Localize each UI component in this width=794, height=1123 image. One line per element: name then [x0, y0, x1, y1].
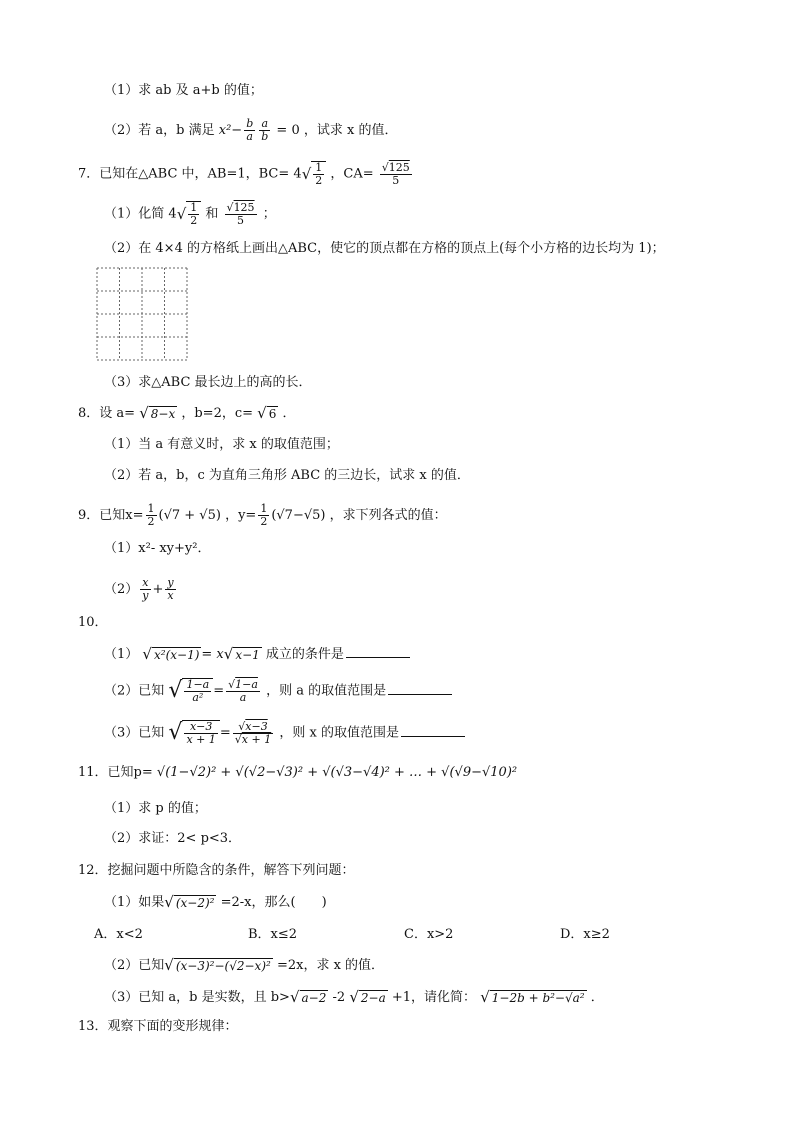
q8-part2: [104, 467, 470, 485]
text: =2-x，那么( ): [220, 894, 327, 910]
text: ；: [262, 206, 276, 222]
numerator: y: [167, 576, 174, 589]
radical: √ (x−3)²−(√2−x)²: [164, 956, 271, 974]
option-label: C．x>2: [404, 927, 454, 942]
q7-stem: [78, 161, 414, 187]
radicand: (x−3)²−(√2−x)²: [175, 958, 271, 973]
text: ，则 x 的取值范围是: [279, 725, 399, 741]
option-label: D．x≥2: [560, 927, 610, 942]
q7-part3: [104, 374, 312, 392]
denominator: x + 1: [186, 733, 216, 746]
radicand: x−1: [235, 647, 260, 662]
q9-part1: [104, 540, 210, 558]
numerator: 125: [233, 200, 255, 214]
text: （1）化简 4: [104, 206, 177, 222]
radicand: 1−2b + b²−√a²: [491, 990, 585, 1005]
denominator: 2: [190, 214, 198, 227]
denominator: a²: [192, 691, 204, 704]
radicand: (x−2)²: [175, 895, 215, 910]
text: 8．设 a=: [78, 405, 136, 421]
text: ．: [282, 405, 296, 421]
text: =2x，求 x 的值．: [276, 957, 385, 973]
answer-blank[interactable]: [401, 724, 465, 737]
text: 10．: [78, 615, 108, 630]
text: （2）在 4×4 的方格纸上画出△ABC，使它的顶点都在方格的顶点上(每个小方格的边长均为 1)；: [104, 241, 665, 256]
grid-paper-4x4: [96, 267, 188, 361]
numerator: 1: [315, 161, 323, 174]
numerator: x−3: [245, 719, 268, 733]
denominator: y: [142, 589, 149, 602]
q11-part2: [104, 830, 241, 848]
radical: √ 2−a: [349, 988, 386, 1006]
denominator: a: [246, 130, 253, 143]
q12-part3: [104, 988, 604, 1007]
q7-part2: [104, 240, 665, 258]
text: 13．观察下面的变形规律：: [78, 1019, 238, 1034]
math-text: =: [213, 683, 225, 699]
math-text: =: [219, 725, 231, 741]
equation: √(1−√2)² + √(√2−√3)² + √(√3−√4)² + … + √(√9−√10)²: [156, 765, 518, 780]
option-label: A．x<2: [94, 927, 143, 942]
radicand: x²(x−1): [153, 647, 200, 662]
radical: √ 6: [257, 404, 277, 422]
text: ，则 a 的取值范围是: [266, 683, 387, 699]
text: ，试求 x 的值．: [303, 123, 398, 138]
q12-part2: [104, 956, 384, 975]
q10-part2: [104, 678, 452, 704]
answer-blank[interactable]: [346, 645, 410, 658]
q9-stem: [78, 503, 447, 528]
fraction: [259, 118, 270, 143]
text: 9．已知x=: [78, 508, 144, 523]
text: 12．挖掘问题中所隐含的条件，解答下列问题：: [78, 863, 355, 878]
q10-stem: [78, 614, 108, 632]
text: （2）若 a，b 满足: [104, 123, 219, 138]
option-b[interactable]: [248, 926, 297, 944]
numerator: b: [246, 117, 254, 130]
text: ．: [590, 989, 604, 1005]
text: 11．已知p=: [78, 765, 153, 780]
math-text: (1−√2)² + √(√2−√3)² + √(√3−√4)² + … + √(√9−√10)²: [165, 765, 518, 780]
text: ，b=2，c=: [181, 405, 254, 421]
numerator: 1: [260, 502, 268, 515]
text: 7．已知在△ABC 中，AB=1，BC= 4: [78, 166, 302, 182]
math-text: (√7−√5): [271, 508, 326, 523]
text: ，y=: [225, 508, 257, 523]
numerator: x−3: [184, 721, 217, 734]
text: （1）求 p 的值；: [104, 801, 207, 816]
radical: √ $\frac{x-3}{x + 1}$: [168, 720, 219, 746]
text: 和: [205, 206, 219, 222]
radicand: 2−a: [360, 990, 386, 1005]
denominator: 2: [260, 515, 268, 528]
text: （3）已知 a，b 是实数，且 b>: [104, 989, 290, 1005]
numerator: a: [259, 118, 270, 131]
text: （2）已知: [104, 683, 165, 699]
radical: √ x−1: [223, 645, 260, 664]
option-label: B．x≤2: [248, 927, 298, 942]
math-text: (√7 + √5): [158, 508, 221, 523]
radical: √ 8−x: [139, 404, 176, 422]
fraction: [140, 577, 150, 602]
q11-part1: [104, 800, 207, 818]
fraction: [258, 503, 269, 528]
answer-blank[interactable]: [388, 682, 452, 695]
numerator: 1−a: [235, 677, 258, 691]
fraction: [244, 118, 255, 143]
radicand: 6: [268, 406, 277, 421]
radical: √ $\frac{1}{2}$: [177, 201, 202, 227]
fraction: [184, 721, 217, 746]
math-text: +: [152, 582, 164, 597]
q8-stem: [78, 404, 296, 423]
fraction: [165, 577, 175, 602]
q7-part1: [104, 201, 276, 227]
radicand: 8−x: [150, 406, 176, 421]
denominator: a: [239, 690, 247, 704]
q6-part2: [104, 118, 397, 143]
radical: √ x²(x−1): [142, 645, 200, 664]
text: （2）若 a，b，c 为直角三角形 ABC 的三边长，试求 x 的值．: [104, 468, 470, 483]
fraction: [146, 503, 157, 528]
numerator: 1−a: [186, 678, 210, 691]
option-c[interactable]: [404, 926, 453, 944]
text: ，CA=: [330, 166, 374, 182]
fraction: [313, 162, 324, 187]
text: （1）: [104, 647, 139, 662]
text: （2）: [104, 582, 139, 597]
denominator: 5: [237, 213, 245, 227]
text: ，求下列各式的值：: [329, 508, 447, 523]
fraction: [184, 679, 211, 704]
denominator: x + 1: [241, 732, 272, 746]
q12-stem: [78, 862, 355, 880]
q11-stem: [78, 764, 517, 782]
numerator: x: [142, 576, 149, 589]
numerator: 1: [190, 201, 198, 214]
option-a[interactable]: [94, 926, 143, 944]
denominator: 5: [392, 173, 400, 187]
numerator: 125: [388, 160, 410, 174]
numerator: 1: [147, 502, 155, 515]
text: （1）当 a 有意义时，求 x 的取值范围；: [104, 437, 339, 452]
denominator: x: [167, 589, 174, 602]
radicand: a−2: [301, 990, 327, 1005]
q10-part3: [104, 720, 465, 746]
denominator: 2: [315, 174, 323, 187]
text: （2）已知: [104, 957, 165, 973]
radical: √ 1−2b + b²−√a²: [480, 988, 585, 1006]
denominator: b: [261, 130, 269, 143]
text: （2）求证：2< p<3．: [104, 831, 242, 846]
math-text: = x: [201, 647, 224, 662]
math-text: = 0: [276, 123, 300, 138]
fraction: $\frac{√125}{5}$: [381, 160, 410, 187]
math-text: x²−: [218, 123, 243, 138]
text: +1，请化简：: [391, 989, 477, 1005]
option-d[interactable]: [560, 926, 610, 944]
fraction: $\frac{√1-a}{a}$: [228, 677, 258, 704]
text: （3）求△ABC 最长边上的高的长．: [104, 375, 312, 390]
fraction: $\frac{√125}{5}$: [226, 200, 255, 227]
text: -2: [332, 989, 346, 1005]
radical: √ (x−2)²: [164, 893, 215, 911]
q9-part2: [104, 577, 178, 602]
radical: √ $\frac{1}{2}$: [302, 161, 327, 187]
q6-part1: [104, 82, 263, 100]
text: （1）如果: [104, 894, 165, 910]
radical: √ $\frac{1-a}{\text{a²}}$: [168, 678, 213, 704]
text: （1）求 ab 及 a+b 的值；: [104, 83, 263, 98]
text: （1）x²- xy+y²．: [104, 541, 211, 556]
q10-part1: [104, 645, 410, 664]
fraction: $\frac{√x-3}{√x + 1}$: [234, 719, 272, 746]
q8-part1: [104, 436, 339, 454]
equation: [218, 117, 304, 143]
denominator: 2: [147, 515, 155, 528]
text: 成立的条件是: [265, 647, 344, 662]
fraction: [188, 202, 199, 227]
text: （3）已知: [104, 725, 165, 741]
q12-part1: [104, 893, 327, 912]
q13-stem: [78, 1018, 238, 1036]
radical: √ a−2: [289, 988, 327, 1006]
